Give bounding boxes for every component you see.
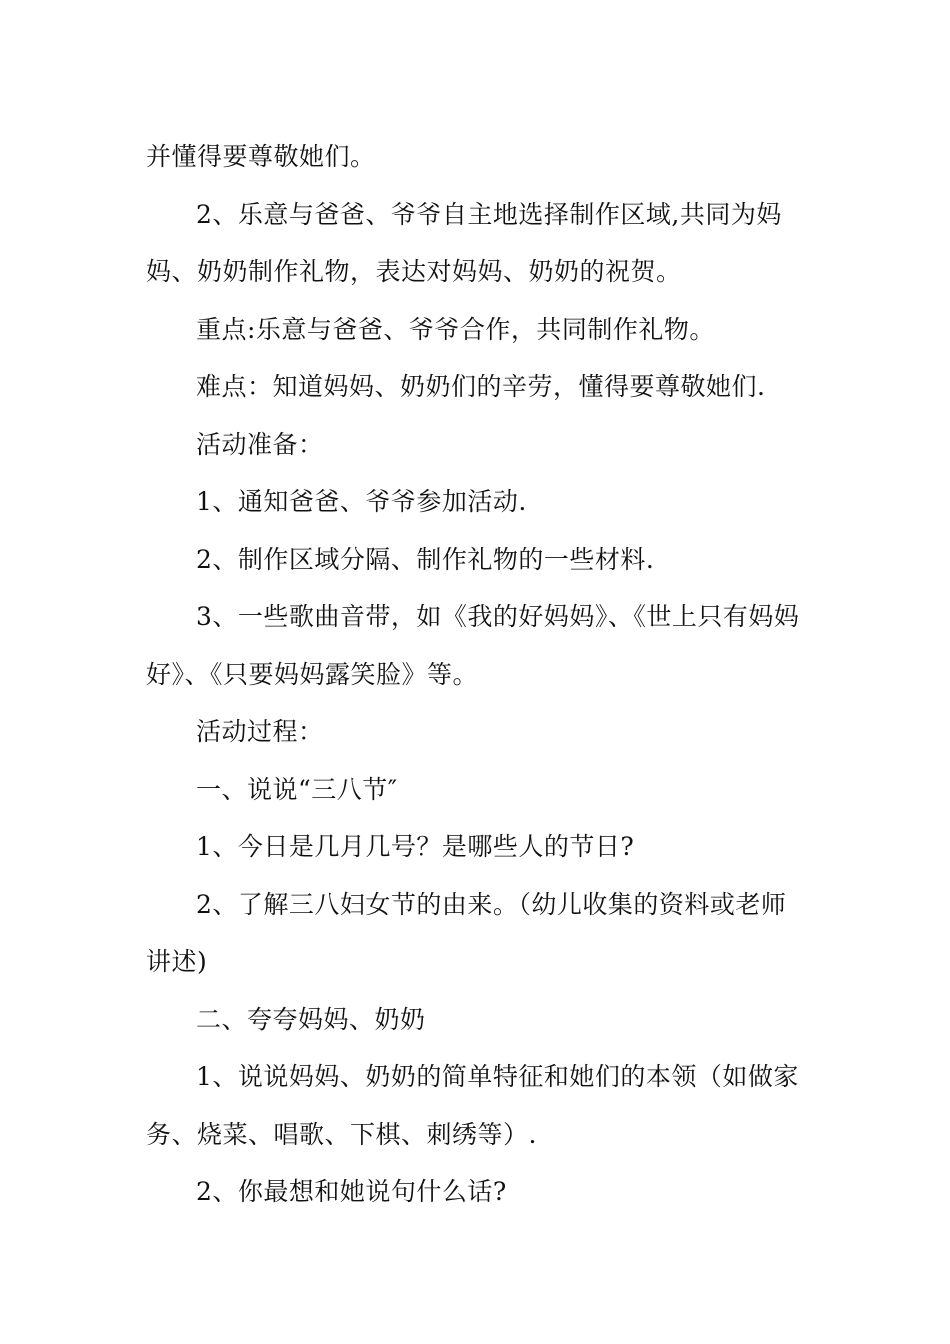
paragraph-section-2-item-2: 2、你最想和她说句什么话? xyxy=(196,1177,507,1206)
paragraph-section-2-item-1: 1、说说妈妈、奶奶的简单特征和她们的本领（如做家务、烧菜、唱歌、下棋、刺绣等）. xyxy=(146,1062,799,1149)
heading-section-1: 一、说说“三八节″ xyxy=(196,774,398,804)
heading-process: 活动过程： xyxy=(196,717,324,746)
paragraph-prep-2: 2、制作区域分隔、制作礼物的一些材料. xyxy=(196,544,655,574)
paragraph-continuation: 并懂得要尊敬她们。 xyxy=(146,142,376,171)
paragraph-prep-3: 3、一些歌曲音带，如《我的好妈妈》、《世上只有妈妈好》、《只要妈妈露笑脸》等。 xyxy=(146,602,800,689)
paragraph-difficulty: 难点：知道妈妈、奶奶们的辛劳，懂得要尊敬她们. xyxy=(196,372,766,401)
paragraph-prep-1: 1、通知爸爸、爷爷参加活动. xyxy=(196,487,527,516)
paragraph-section-1-item-1: 1、今日是几月几号？是哪些人的节日? xyxy=(196,832,635,861)
heading-preparation: 活动准备： xyxy=(196,429,324,459)
document-body xyxy=(146,128,810,1221)
paragraph-section-1-item-2: 2、了解三八妇女节的由来。（幼儿收集的资料或老师讲述) xyxy=(146,889,787,976)
heading-section-2: 二、夸夸妈妈、奶奶 xyxy=(196,1004,426,1034)
paragraph-key-point: 重点:乐意与爸爸、爷爷合作，共同制作礼物。 xyxy=(196,314,715,344)
paragraph-objective-2: 2、乐意与爸爸、爷爷自主地选择制作区域,共同为妈妈、奶奶制作礼物，表达对妈妈、奶奶的祝贺。 xyxy=(146,199,782,286)
